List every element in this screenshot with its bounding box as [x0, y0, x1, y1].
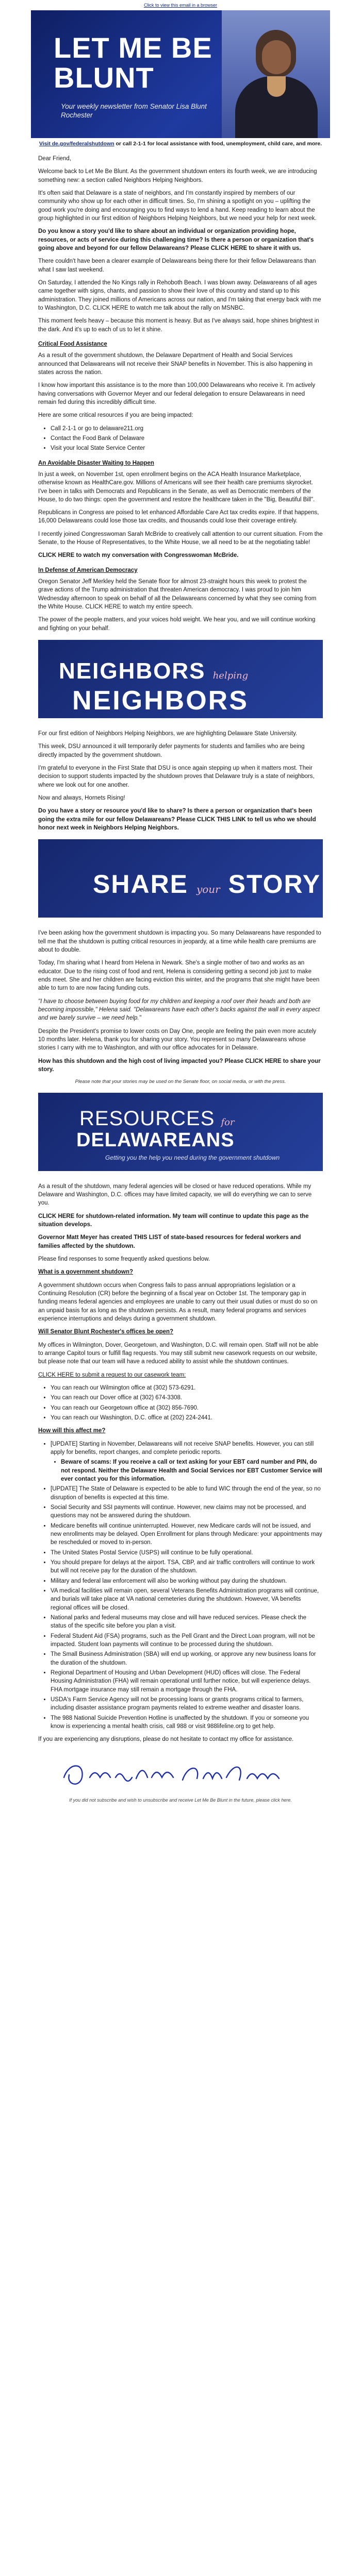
banner-word: STORY — [228, 870, 321, 899]
effect-item: • VA medical facilities will remain open, several Veterans Benefits Administration programs will continue, and burials will take place at VA national cemeteries during the shutdown. However, VA benefits regional offices will be closed. — [51, 1587, 323, 1612]
banner-script-word: helping — [212, 670, 249, 682]
resources-section — [31, 1178, 330, 1804]
portrait-collar — [267, 76, 286, 97]
federal-shutdown-link[interactable]: Visit de.gov/federalshutdown — [39, 141, 114, 147]
effect-item: • Military and federal law enforcement will also be working without pay during the shutdown. — [51, 1577, 323, 1585]
browser-view-bar — [0, 0, 361, 10]
view-in-browser-link[interactable]: Click to view this email in a browser — [143, 3, 218, 8]
office-phone-item: • You can reach our Dover office at (302) 674-3308. — [51, 1394, 323, 1402]
shutdown-info-link[interactable]: CLICK HERE for shutdown-related information. My team will continue to update this page as the situation develops. — [38, 1213, 309, 1228]
hero-title: LET ME BE BLUNT — [54, 31, 212, 94]
food-resource-item[interactable]: • Call 2-1-1 or go to delaware211.org — [51, 425, 323, 433]
hope-paragraph: This moment feels heavy – because this moment is heavy. But as I've always said, hope shines brightest in the dark. And it's up to each of us to let it shine. — [38, 318, 319, 333]
effect-item: • National parks and federal museums may close and will have reduced services. Please check the status of the specific site before you plan a visit. — [51, 1614, 323, 1631]
hero-banner — [31, 10, 330, 138]
newsletter-container — [31, 10, 330, 1804]
food-resource-item[interactable]: • Visit your local State Service Center — [51, 444, 323, 452]
aca-heading: An Avoidable Disaster Waiting to Happen — [38, 460, 154, 466]
democracy-paragraph-2: The power of the people matters, and your voices hold weight. We hear you, and we will continue working and fighting on your behalf. — [38, 617, 316, 632]
democracy-heading: In Defense of American Democracy — [38, 567, 138, 573]
hero-subtitle: Your weekly newsletter from Senator Lisa Blunt Rochester — [61, 103, 207, 119]
share-story-section — [31, 925, 330, 1085]
office-phone-list — [38, 1384, 323, 1422]
office-phone-item: • You can reach our Washington, D.C. office at (202) 224-2441. — [51, 1414, 323, 1422]
signature-block — [38, 1757, 323, 1793]
effect-item: • You should prepare for delays at the airport. TSA, CBP, and air traffic controllers will continue to work but will not receive pay for the duration of the shutdown. — [51, 1558, 323, 1575]
senator-portrait — [222, 10, 330, 138]
state-resources-link[interactable]: Governor Matt Meyer has created THIS LIST of state-based resources for federal workers and families affected by the shutdown. — [38, 1234, 301, 1249]
aca-paragraph-2: Republicans in Congress are poised to let enhanced Affordable Care Act tax credits expire. If that happens, 16,000 Delawareans could lose those tax credits, and thousands could lose their coverage entirely. — [38, 510, 319, 524]
snap-paragraph-2: I know how important this assistance is to the more than 100,000 Delawareans who receive it. I'm actively having conversations with Governor Meyer and our federal delegation to ensure Delawareans in need remain fed during this incredibly difficult time. — [38, 382, 316, 405]
closing-paragraph: If you are experiencing any disruptions, please do not hesitate to contact my office for assistance. — [38, 1736, 294, 1743]
portrait-face — [262, 40, 291, 74]
food-resource-item[interactable]: • Contact the Food Bank of Delaware — [51, 434, 323, 443]
mcbride-video-link[interactable]: CLICK HERE to watch my conversation with Congresswoman McBride. — [38, 552, 239, 559]
rally-paragraph[interactable]: On Saturday, I attended the No Kings rally in Rehoboth Beach. I was blown away. Delawareans of all ages came together with signs, chants, and passion to show their love of this country and stand up to this administration. They joined millions of Americans across our nation, and I'm taking that energy back with me to Washington, D.C. CLICK HERE to watch me talk about the rally on MSNBC. — [38, 279, 321, 311]
story-quote: "I have to choose between buying food for my children and keeping a roof over their heads and both are becoming impossible," Helena said. "Delawareans have each other's backs against the wall in every aspect and we barely survive – we need help." — [38, 998, 320, 1022]
democracy-paragraph-1[interactable]: Oregon Senator Jeff Merkley held the Senate floor for almost 23-straight hours this week to protest the grave actions of the Trump administration that threaten American democracy. I was proud to join him Wednesday afternoon to speak on behalf of all the Delawareans concerned by what they see coming from the White House. CLICK HERE to watch my entire speech. — [38, 579, 317, 611]
effect-item: • Social Security and SSI payments will continue. However, new claims may not be processed, and questions may not be answered during the shutdown. — [51, 1503, 323, 1520]
story-caption: Please note that your stories may be used on the Senate floor, on social media, or with the press. — [75, 1079, 286, 1085]
info-bar-text: or call 2-1-1 for local assistance with food, unemployment, child care, and more. — [114, 141, 322, 147]
shutdown-effects-list — [38, 1440, 323, 1731]
faq-answer-1: A government shutdown occurs when Congress fails to pass annual appropriations legislation or a Continuing Resolution (CR) before the beginning of a fiscal year on October 1st. The temporary gap in funding means federal agencies and employees are unable to carry out their usual duties or must do so on an unpaid basis for as long as the shutdown persists. As a result, many federal programs and services experience interruptions and delays during a government shutdown. — [38, 1282, 318, 1323]
banner-script-word: your — [196, 883, 220, 896]
snap-paragraph-1: As a result of the government shutdown, the Delaware Department of Health and Social Services announced that Delawareans will not receive their SNAP benefits in November. This is also happening in states across the nation. — [38, 352, 313, 376]
share-story-link[interactable]: How has this shutdown and the high cost of living impacted you? Please CLICK HERE to share your story. — [38, 1058, 321, 1073]
intro-paragraph-4: There couldn't have been a clearer example of Delawareans being there for their fellow Delawareans than what I saw last weekend. — [38, 258, 316, 273]
faq-intro: Please find responses to some frequently asked questions below. — [38, 1256, 210, 1263]
effect-item: • Medicare benefits will continue uninterrupted. However, new Medicare cards will not be issued, and new enrollments may be delayed. Open Enrollment for plans through Medicare: your appointments may be rescheduled or moved to in-person. — [51, 1522, 323, 1547]
share-banner-text — [93, 866, 321, 903]
neighbors-paragraph-2: This week, DSU announced it will temporarily defer payments for students and families who are being directly impacted by the government shutdown. — [38, 743, 305, 758]
faq-question-3: How will this affect me? — [38, 1428, 106, 1434]
office-phone-item: • You can reach our Georgetown office at (302) 856-7690. — [51, 1404, 323, 1412]
banner-line-2: NEIGHBORS — [72, 686, 249, 716]
greeting: Dear Friend, — [38, 156, 71, 162]
shutdown-info-bar — [31, 138, 330, 150]
banner-word: RESOURCES — [79, 1107, 215, 1130]
effect-item: • The Small Business Administration (SBA) will end up working, or approve any new business loans for the duration of the shutdown. — [51, 1650, 323, 1667]
resources-banner-tagline: Getting you the help you need during the government shutdown — [105, 1154, 280, 1161]
effect-item: • The 988 National Suicide Prevention Hotline is unaffected by the shutdown. If you or someone you know is experiencing a mental health crisis, call 988 or visit 988lifeline.org to get help. — [51, 1714, 323, 1731]
effect-item: • Regional Department of Housing and Urban Development (HUD) offices will close. The Federal Housing Administration (FHA) will remain operational until further notice, but will experience delays. FHA mortgage insurance may still remain a mortgage through the FHA. — [51, 1669, 323, 1694]
aca-paragraph-1: In just a week, on November 1st, open enrollment begins on the ACA Health Insurance Marketplace, otherwise known as HealthCare.gov. Millions of Americans will see their health care premiums skyrocket. I've been in talks with Democrats and Republicans in the Senate, as well as Democratic members of the House, to do two things: open the government and restore the healthcare taken in the "Big, Beautiful Bill". — [38, 471, 315, 503]
resources-banner-line-2: DELAWAREANS — [76, 1129, 235, 1151]
neighbors-paragraph-3: I'm grateful to everyone in the First State that DSU is once again stepping up when it matters most. Their decision to support students impacted by the shutdown proves that Delaware truly is a state of neighbors, where we look out for one another. — [38, 765, 315, 788]
aca-paragraph-3: I recently joined Congresswoman Sarah McBride to creatively call attention to our current situation. From the Senate, to the House of Representatives, to the White House, we all need to be at the negotiating table! — [38, 531, 323, 546]
effect-item: • The United States Postal Service (USPS) will continue to be fully operational. — [51, 1549, 323, 1557]
food-assistance-heading: Critical Food Assistance — [38, 341, 107, 347]
resources-banner — [38, 1093, 323, 1171]
effect-item: • [UPDATE] The State of Delaware is expected to be able to fund WIC through the end of the year, so no disruption of benefits is expected at this time. — [51, 1485, 323, 1502]
story-paragraph-3: Despite the President's promise to lower costs on Day One, people are feeling the pain even more acutely 10 months later. Helena, thank you for sharing your story. You represent so many Delawareans whose stories I carry with me to Washington, and with our office advocates for in Delaware. — [38, 1028, 317, 1052]
neighbors-paragraph-4: Now and always, Hornets Rising! — [38, 795, 125, 802]
share-your-story-banner — [38, 839, 323, 918]
handwritten-signature — [59, 1757, 296, 1793]
intro-paragraph-2: It's often said that Delaware is a state of neighbors, and I'm constantly inspired by members of our community who show up for each other in difficult times. So, I'm shining a spotlight on you – uplifting the good work you're doing and encouraging you to find ways to lend a hand. Keep reading to learn about the group highlighted in our first edition of Neighbors Helping Neighbors, but we need your help for next week. — [38, 190, 317, 222]
neighbors-helping-neighbors-banner — [38, 640, 323, 718]
food-resources-list — [38, 425, 323, 453]
story-paragraph-2: Today, I'm sharing what I heard from Helena in Newark. She's a single mother of two and works as an educator. Due to the rising cost of food and rent, Helena is considering getting a second job just to make ends meet. She and her children are facing eviction this winter, and the programs that she might have been able to turn to are now facing funding cuts. — [38, 960, 320, 992]
effect-item: • USDA's Farm Service Agency will not be processing loans or grants programs critical to farmers, including disaster assistance program payments related to extreme weather and disaster loans. — [51, 1696, 323, 1713]
banner-word: SHARE — [93, 870, 189, 899]
banner-script-word: for — [221, 1116, 235, 1128]
casework-link[interactable]: CLICK HERE to submit a request to our casework team: — [38, 1371, 186, 1378]
story-paragraph-1: I've been asking how the government shutdown is impacting you. So many Delawareans have responded to tell me that the shutdown is putting critical resources in jeopardy, at a time while health care premiums are about to double. — [38, 930, 321, 954]
newsletter-body — [31, 150, 330, 633]
effect-item: • Federal Student Aid (FSA) programs, such as the Pell Grant and the Direct Loan program, will not be impacted. Student loan payments will continue to be processed during the shutdown. — [51, 1632, 323, 1649]
share-story-prompt[interactable]: Do you know a story you'd like to share about an individual or organization providing hope, resources, or acts of service during this challenging time? Is there a person or organization that's going above and beyond for our fellow Delawareans? Please CLICK HERE to share it with us. — [38, 228, 314, 251]
banner-word: NEIGHBORS — [59, 658, 206, 684]
unsubscribe-footnote[interactable]: If you did not subscribe and wish to unsubscribe and receive Let Me Be Blunt in the future, please click here. — [69, 1798, 292, 1803]
intro-paragraph-1: Welcome back to Let Me Be Blunt. As the government shutdown enters its fourth week, we are introducing something new: a section called Neighbors Helping Neighbors. — [38, 168, 317, 183]
snap-paragraph-3: Here are some critical resources if you are being impacted: — [38, 412, 193, 419]
office-phone-item: • You can reach our Wilmington office at (302) 573-6291. — [51, 1384, 323, 1392]
faq-question-2: Will Senator Blunt Rochester's offices be open? — [38, 1329, 174, 1335]
effect-item: • Beware of scams: If you receive a call or text asking for your EBT card number and PIN, do not respond. Neither the Delaware Health and Social Services nor EBT Customer Service will ever contact you for this information. — [61, 1458, 323, 1483]
neighbors-paragraph-1: For our first edition of Neighbors Helping Neighbors, we are highlighting Delaware State University. — [38, 731, 298, 737]
resources-paragraph-1: As a result of the shutdown, many federal agencies will be closed or have reduced operations. While my Delaware and Washington, D.C. offices may have limited capacity, we will do everything we can to serve you. — [38, 1183, 312, 1207]
faq-question-1: What is a government shutdown? — [38, 1269, 134, 1276]
nominate-prompt[interactable]: Do you have a story or resource you'd like to share? Is there a person or organization that's been going the extra mile for our fellow Delawareans? Please CLICK THIS LINK to tell us who we should honor next week in Neighbors Helping Neighbors. — [38, 808, 316, 832]
effect-item: • [UPDATE] Starting in November, Delawareans will not receive SNAP benefits. However, you can still apply for benefits, report changes, and complete periodic reports. — [51, 1440, 323, 1457]
neighbors-section — [31, 725, 330, 832]
faq-answer-2: My offices in Wilmington, Dover, Georgetown, and Washington, D.C. will remain open. Staff will not be able to arrange Capitol tours or fulfill flag requests. You may still submit new casework requests on our website, but please note that our team will have a reduced ability to assist while the shutdown continues. — [38, 1342, 319, 1365]
